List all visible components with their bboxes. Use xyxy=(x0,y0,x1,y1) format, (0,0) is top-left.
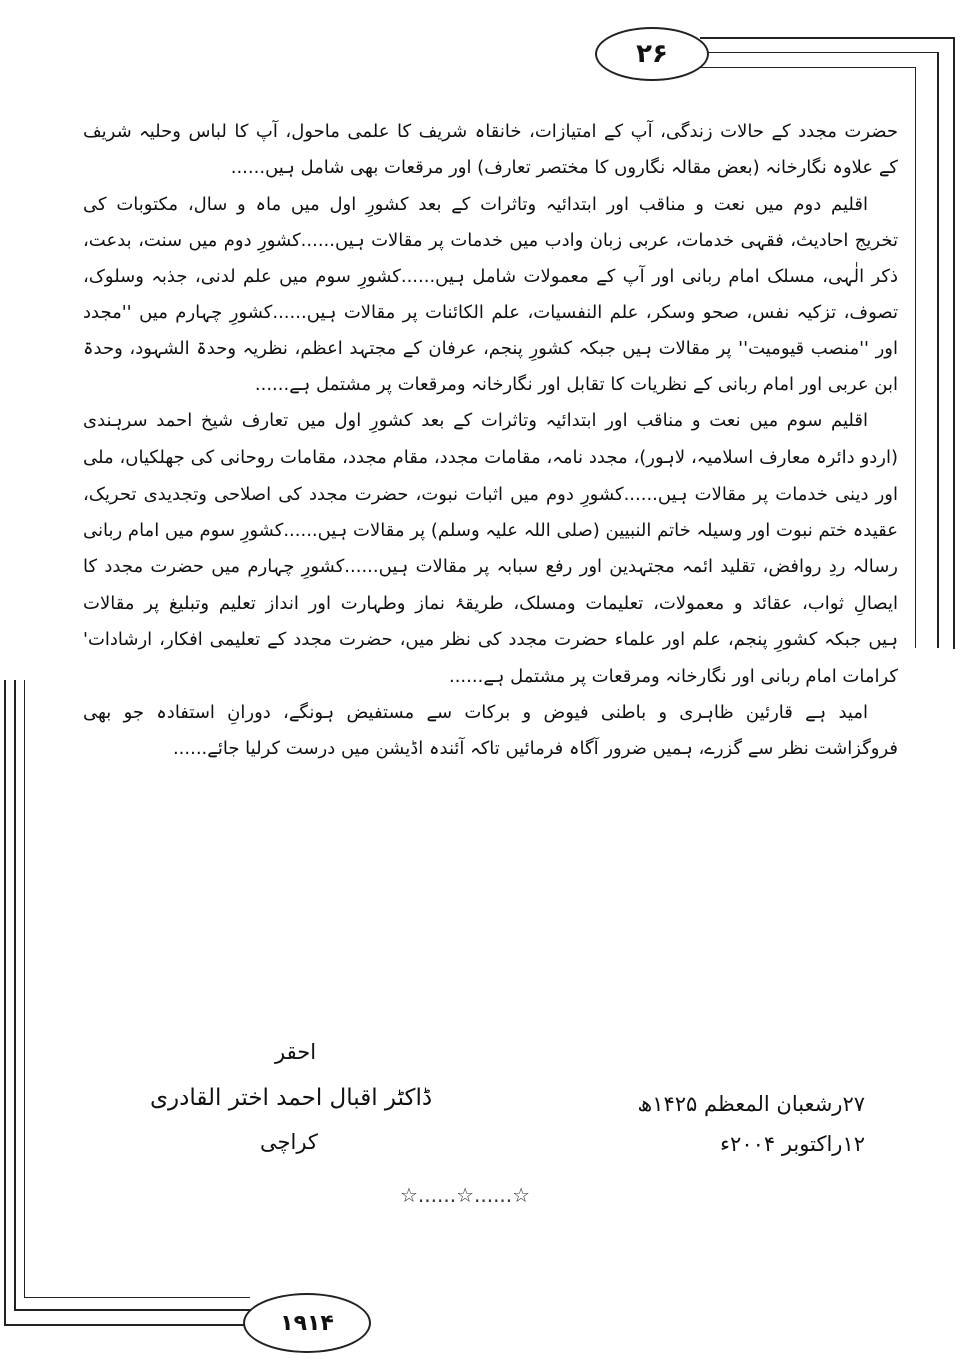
text-line: رسالہ ردِ روافض، تقلید ائمہ مجتہدین اور رفع سبابہ پر مقالات ہیں......کشورِ چہارم میں حضرت مجدد کا xyxy=(83,556,898,577)
text-line: امید ہے قارئین ظاہری و باطنی فیوض و برکات سے مستفیض ہونگے، دورانِ استفادہ جو بھی xyxy=(83,702,868,723)
signature-name: ڈاکٹر اقبال احمد اختر القادری xyxy=(150,1085,433,1111)
text-line: اور ''منصب قیومیت'' پر مقالات ہیں جبکہ کشورِ پنجم، عرفان کے مجتہد اعظم، نظریہ وحدۃ الشہود، وحدۃ xyxy=(83,338,898,359)
text-line: کرامات امام ربانی اور نگارخانہ ومرقعات پر مشتمل ہے...... xyxy=(448,666,898,687)
star-separator: ☆......☆......☆ xyxy=(400,1183,531,1207)
date-gregorian: ۱۲راکتوبر ۲۰۰۴ء xyxy=(720,1132,865,1156)
text-line: ہیں جبکہ کشورِ پنجم، علم اور علماء حضرت مجدد کی نظر میں، حضرت مجدد کے تعلیمی افکار، ارشادات' xyxy=(83,629,898,650)
page-number-top: ۲۶ xyxy=(595,27,709,81)
text-line: عقیدہ ختم نبوت اور وسیلہ خاتم النبیین (صلی اللہ علیہ وسلم) پر مقالات ہیں......کشورِ سوم میں امام ربانی xyxy=(83,520,898,541)
text-line: ایصالِ ثواب، عقائد و معمولات، تعلیمات ومسلک، طریقۂ نماز وطہارت اور انداز تعلیم وتبلیغ پر مقالات xyxy=(83,593,898,614)
text-line: تخریج احادیث، فقہی خدمات، عربی زبان وادب میں خدمات پر مقالات ہیں......کشورِ دوم میں سنت، بدعت، xyxy=(83,230,898,251)
signature-city: کراچی xyxy=(260,1130,318,1154)
text-line: اقلیم سوم میں نعت و مناقب اور ابتدائیہ وتاثرات کے بعد کشورِ اول میں تعارف شیخ احمد سرہندی xyxy=(83,410,868,431)
text-line: فروگزاشت نظر سے گزرے، ہمیں ضرور آگاہ فرمائیں تاکہ آئندہ اڈیشن میں درست کرلیا جائے...... xyxy=(172,738,898,759)
text-line: اور دینی خدمات پر مقالات ہیں......کشورِ دوم میں اثبات نبوت، حضرت مجدد کی اصلاحی وتجدیدی تحریک، xyxy=(83,484,898,505)
text-line: حضرت مجدد کے حالات زندگی، آپ کے امتیازات، خانقاہ شریف کا علمی ماحول، آپ کا لباس وحلیہ شریف xyxy=(83,121,898,142)
date-hijri: ۲۷رشعبان المعظم ۱۴۲۵ھ xyxy=(637,1092,865,1116)
text-line: تصوف، تزکیہ نفس، صحو وسکر، علم النفسیات، علم الکائنات پر مقالات ہیں......کشورِ چہارم میں ''مجدد xyxy=(83,302,898,323)
text-line: (اردو دائرہ معارف اسلامیہ، لاہور)، مجدد نامہ، مقامات مجدد، مقام مجدد، مقامات روحانی کی جھلکیاں، ملی xyxy=(83,447,898,468)
text-line: ابن عربی اور امام ربانی کے نظریات کا تقابل اور نگارخانہ ومرقعات پر مشتمل ہے...... xyxy=(254,374,898,395)
text-line: اقلیم دوم میں نعت و مناقب اور ابتدائیہ وتاثرات کے بعد کشورِ اول میں ماہ و سال، مکتوبات کی xyxy=(83,194,868,215)
text-line: ذکر الٰہی، مسلک امام ربانی اور آپ کے معمولات شامل ہیں......کشورِ سوم میں علم لدنی، جذبہ وسلوک، xyxy=(83,266,898,287)
frame-bottom-inner xyxy=(24,680,250,1298)
signature-humble: احقر xyxy=(275,1040,317,1064)
page-number-bottom: ۱۹۱۴ xyxy=(243,1293,371,1353)
text-line: کے علاوہ نگارخانہ (بعض مقالہ نگاروں کا مختصر تعارف) اور مرقعات بھی شامل ہیں...... xyxy=(230,157,898,178)
